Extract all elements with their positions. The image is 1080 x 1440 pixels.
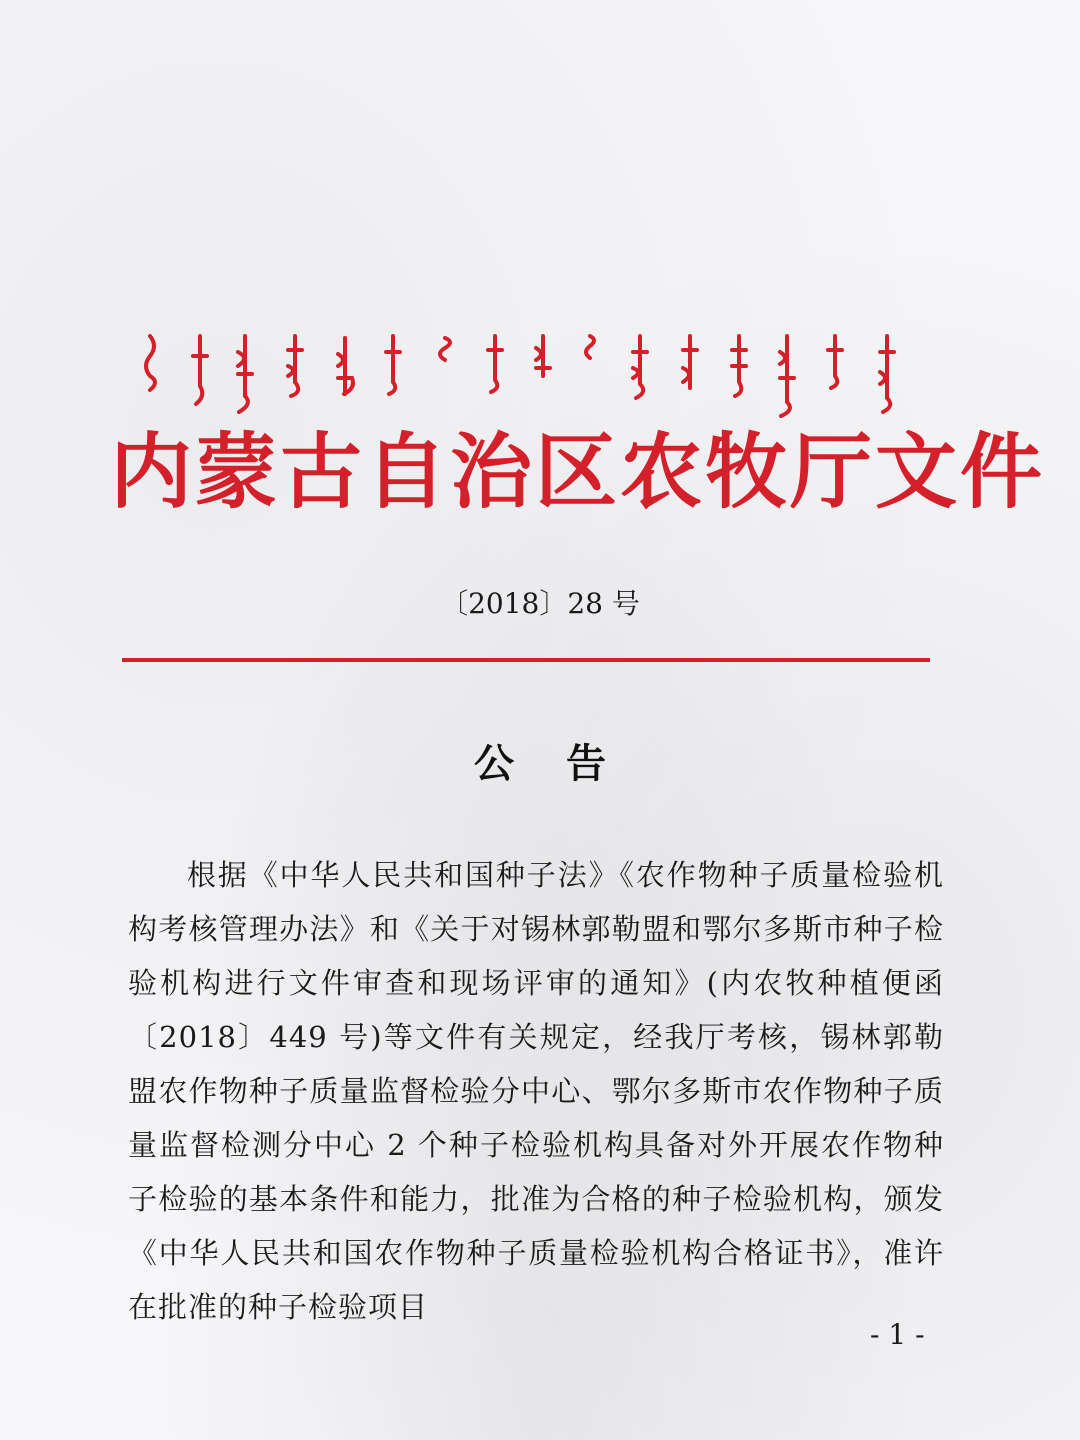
- red-divider-line: [122, 658, 930, 662]
- mongolian-script-header: [135, 328, 935, 418]
- page-number: - 1 -: [870, 1318, 925, 1351]
- document-number: 〔2018〕28 号: [440, 587, 640, 620]
- notice-body: [128, 848, 944, 1334]
- notice-heading: 公告: [474, 740, 658, 787]
- document-title: 内蒙古自治区农牧厅文件: [110, 425, 1046, 520]
- mongolian-script-graphic: [135, 328, 935, 418]
- notice-paragraph: 根据《中华人民共和国种子法》《农作物种子质量检验机构考核管理办法》和《关于对锡林郭勒盟和鄂尔多斯市种子检验机构进行文件审查和现场评审的通知》(内农牧种植便函〔2018〕449 号)等文件有关规定，经我厅考核，锡林郭勒盟农作物种子质量监督检验分中心、鄂尔多斯市农作物种子质量监督检测分中心 2 个种子检验机构具备对外开展农作物种子检验的基本条件和能力，批准为合格的种子检验机构，颁发《中华人民共和国农作物种子质量检验机构合格证书》，准许在批准的种子检验项目: [128, 858, 944, 1324]
